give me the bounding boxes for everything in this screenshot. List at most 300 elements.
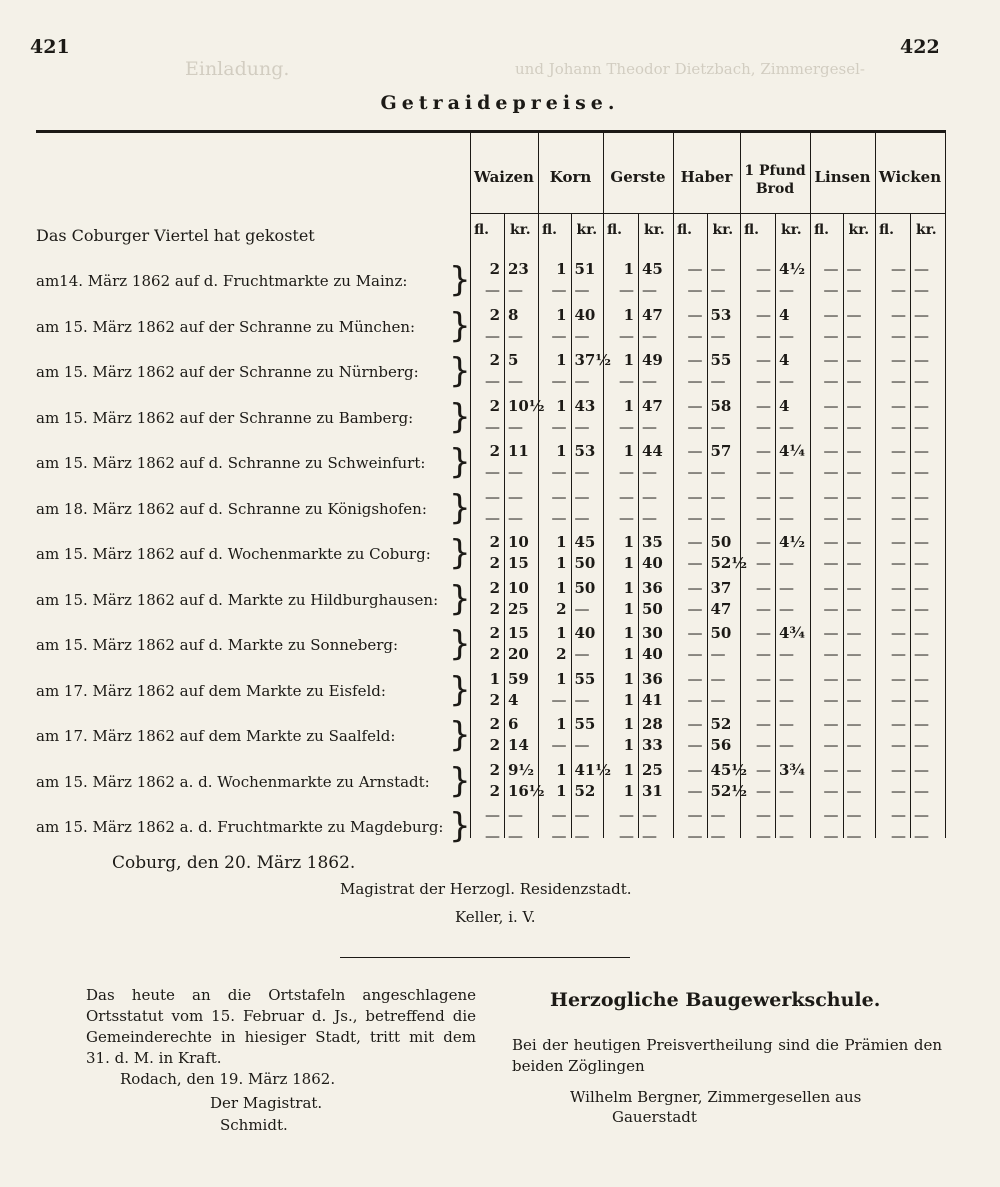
empty-cell: — [574, 599, 590, 618]
empty-cell: — [756, 760, 771, 779]
empty-cell: — [846, 690, 862, 709]
row-label: am 17. März 1862 auf dem Markte zu Eisfeld: [36, 681, 386, 700]
empty-cell: — [891, 760, 906, 779]
column-header: Linsen [814, 168, 871, 186]
price-cell: 1 [556, 554, 567, 572]
empty-cell: — [642, 487, 657, 506]
price-cell: 8 [508, 305, 519, 324]
empty-cell: — [914, 487, 929, 506]
price-cell: 10½ [508, 396, 545, 415]
empty-cell: — [891, 508, 906, 527]
price-cell: 2 [489, 533, 500, 551]
empty-cell: — [846, 599, 862, 618]
empty-cell: — [823, 715, 839, 733]
empty-cell: — [756, 690, 771, 709]
row-label: am14. März 1862 auf d. Fruchtmarkte zu Mainz: [36, 272, 408, 290]
empty-cell: — [891, 487, 906, 506]
empty-cell: — [687, 781, 703, 800]
empty-cell: — [619, 827, 634, 845]
empty-cell: — [823, 781, 839, 800]
empty-cell: — [710, 487, 726, 506]
empty-cell: — [823, 645, 839, 663]
empty-cell: — [846, 260, 862, 278]
empty-cell: — [823, 396, 839, 415]
bleed-through-line: und Johann Theodor Dietzbach, Zimmergesel- [515, 60, 865, 78]
empty-cell: — [846, 508, 862, 527]
empty-cell: — [846, 781, 862, 800]
empty-cell: — [551, 690, 567, 709]
price-cell: 14 [508, 736, 529, 754]
price-cell: 49 [642, 351, 663, 369]
empty-cell: — [823, 578, 839, 597]
price-cell: 52 [710, 715, 732, 733]
empty-cell: — [846, 487, 862, 506]
empty-cell: — [687, 281, 703, 299]
empty-cell: — [642, 281, 657, 299]
empty-cell: — [619, 417, 634, 436]
price-cell: 55 [710, 351, 732, 369]
price-cell: 1 [623, 690, 634, 709]
unit-kr: kr. [916, 222, 937, 238]
empty-cell: — [756, 442, 771, 460]
footer-signature: Keller, i. V. [455, 908, 536, 926]
price-cell: 2 [489, 260, 500, 278]
empty-cell: — [710, 806, 726, 824]
empty-cell: — [485, 326, 500, 345]
empty-cell: — [756, 669, 771, 688]
price-cell: 31 [642, 781, 663, 800]
empty-cell: — [551, 463, 567, 481]
empty-cell: — [779, 669, 794, 688]
empty-cell: — [710, 463, 726, 481]
column-header: Wicken [878, 168, 942, 186]
empty-cell: — [891, 417, 906, 436]
column-header: Waizen [474, 168, 534, 186]
price-cell: 40 [574, 624, 596, 642]
empty-cell: — [823, 736, 839, 754]
empty-cell: — [891, 827, 906, 845]
price-cell: 1 [623, 442, 634, 460]
price-cell: 2 [489, 578, 500, 597]
empty-cell: — [710, 645, 726, 663]
price-cell: 2 [489, 715, 500, 733]
price-cell: 1 [623, 396, 634, 415]
price-cell: 2 [489, 396, 500, 415]
empty-cell: — [551, 827, 567, 845]
empty-cell: — [891, 599, 906, 618]
unit-kr: kr. [510, 222, 531, 238]
empty-cell: — [779, 781, 794, 800]
empty-cell: — [485, 372, 500, 390]
row-label: am 17. März 1862 auf dem Markte zu Saalfeld: [36, 727, 396, 745]
empty-cell: — [687, 508, 703, 527]
right-notice-text: Bei der heutigen Preisvertheilung sind die Prämien den beiden Zöglingen [512, 1036, 942, 1075]
empty-cell: — [756, 599, 771, 618]
price-cell: 52½ [710, 781, 748, 800]
price-cell: 45½ [710, 760, 748, 779]
empty-cell: — [642, 326, 657, 345]
price-cell: 1 [623, 645, 634, 663]
empty-cell: — [779, 281, 794, 299]
price-cell: 50 [642, 599, 663, 618]
row-brace: } [449, 442, 471, 482]
empty-cell: — [823, 351, 839, 369]
empty-cell: — [687, 715, 703, 733]
empty-cell: — [914, 260, 929, 278]
empty-cell: — [687, 669, 703, 688]
empty-cell: — [710, 372, 726, 390]
price-cell: 1 [556, 533, 567, 551]
empty-cell: — [642, 372, 657, 390]
price-cell: 4¾ [779, 624, 806, 642]
price-cell: 1 [556, 781, 567, 800]
row-label: am 15. März 1862 auf der Schranne zu München: [36, 317, 416, 336]
empty-cell: — [779, 487, 794, 506]
empty-cell: — [846, 417, 862, 436]
bleed-through-heading: Einladung. [185, 58, 290, 80]
empty-cell: — [914, 669, 929, 688]
empty-cell: — [823, 760, 839, 779]
subcolumn-rule [910, 213, 911, 838]
empty-cell: — [756, 417, 771, 436]
empty-cell: — [687, 487, 703, 506]
empty-cell: — [846, 396, 862, 415]
price-cell: 11 [508, 442, 529, 460]
subcolumn-rule [707, 213, 708, 838]
empty-cell: — [687, 690, 703, 709]
empty-cell: — [710, 508, 726, 527]
empty-cell: — [642, 463, 657, 481]
row-brace: } [449, 351, 471, 391]
empty-cell: — [779, 715, 794, 733]
price-cell: 4 [779, 351, 790, 369]
right-notice-name: Wilhelm Bergner, Zimmergesellen aus [570, 1088, 862, 1106]
price-cell: 2 [489, 690, 500, 709]
empty-cell: — [914, 781, 929, 800]
empty-cell: — [687, 396, 703, 415]
empty-cell: — [642, 508, 657, 527]
empty-cell: — [846, 736, 862, 754]
price-cell: 9½ [508, 760, 535, 779]
empty-cell: — [891, 578, 906, 597]
empty-cell: — [551, 326, 567, 345]
empty-cell: — [846, 624, 862, 642]
price-cell: 1 [556, 760, 567, 779]
price-cell: 16½ [508, 781, 545, 800]
price-cell: 1 [556, 351, 567, 369]
empty-cell: — [710, 669, 726, 688]
empty-cell: — [687, 442, 703, 460]
empty-cell: — [485, 827, 500, 845]
price-cell: 40 [642, 645, 663, 663]
empty-cell: — [891, 624, 906, 642]
empty-cell: — [710, 690, 726, 709]
empty-cell: — [710, 417, 726, 436]
price-cell: 4½ [779, 260, 806, 278]
price-cell: 44 [642, 442, 663, 460]
empty-cell: — [687, 645, 703, 663]
empty-cell: — [574, 690, 590, 709]
right-notice-heading: Herzogliche Baugewerkschule. [550, 989, 881, 1011]
empty-cell: — [756, 508, 771, 527]
row-label: am 15. März 1862 auf d. Markte zu Sonneberg: [36, 636, 399, 654]
row-brace: } [449, 305, 471, 346]
empty-cell: — [485, 487, 500, 506]
empty-cell: — [891, 736, 906, 754]
empty-cell: — [846, 645, 862, 663]
price-cell: 1 [623, 533, 634, 551]
price-cell: 1 [556, 669, 567, 688]
price-cell: 2 [489, 305, 500, 324]
empty-cell: — [574, 645, 590, 663]
empty-cell: — [914, 690, 929, 709]
empty-cell: — [891, 442, 906, 460]
price-cell: 41½ [574, 760, 612, 779]
empty-cell: — [823, 554, 839, 572]
empty-cell: — [756, 806, 771, 824]
empty-cell: — [551, 372, 567, 390]
empty-cell: — [891, 645, 906, 663]
empty-cell: — [756, 624, 771, 642]
price-cell: 50 [574, 578, 596, 597]
price-cell: 25 [642, 760, 663, 779]
price-cell: 50 [710, 533, 732, 551]
empty-cell: — [823, 260, 839, 278]
row-label: am 15. März 1862 auf der Schranne zu Bamberg: [36, 408, 414, 427]
empty-cell: — [756, 645, 771, 663]
empty-cell: — [914, 760, 929, 779]
empty-cell: — [823, 508, 839, 527]
empty-cell: — [508, 487, 523, 506]
empty-cell: — [756, 260, 771, 278]
price-cell: 15 [508, 554, 529, 572]
empty-cell: — [508, 372, 523, 390]
row-brace: } [449, 260, 471, 300]
empty-cell: — [551, 736, 567, 754]
page-number-left: 421 [30, 36, 70, 58]
empty-cell: — [574, 827, 590, 845]
empty-cell: — [914, 827, 929, 845]
price-cell: 5 [508, 351, 519, 369]
empty-cell: — [642, 827, 657, 845]
subcolumn-rule [843, 213, 844, 838]
empty-cell: — [914, 578, 929, 597]
empty-cell: — [823, 442, 839, 460]
empty-cell: — [710, 827, 726, 845]
empty-cell: — [687, 736, 703, 754]
row-label: am 15. März 1862 auf d. Markte zu Hildburghausen: [36, 590, 439, 609]
column-header: Haber [680, 168, 733, 186]
empty-cell: — [756, 305, 771, 324]
empty-cell: — [756, 736, 771, 754]
price-cell: 1 [556, 260, 567, 278]
empty-cell: — [846, 827, 862, 845]
empty-cell: — [914, 372, 929, 390]
footer-place-date: Coburg, den 20. März 1862. [112, 853, 356, 873]
right-notice-place: Gauerstadt [612, 1108, 697, 1126]
price-cell: 37 [710, 578, 732, 597]
price-cell: 1 [556, 624, 567, 642]
empty-cell: — [574, 463, 590, 481]
empty-cell: — [687, 260, 703, 278]
price-cell: 1 [623, 351, 634, 369]
empty-cell: — [756, 827, 771, 845]
price-cell: 1 [623, 760, 634, 779]
price-cell: 40 [642, 554, 663, 572]
empty-cell: — [891, 305, 906, 324]
empty-cell: — [914, 326, 929, 345]
empty-cell: — [846, 760, 862, 779]
price-cell: 2 [489, 624, 500, 642]
price-cell: 23 [508, 260, 529, 278]
empty-cell: — [823, 533, 839, 551]
price-cell: 1 [556, 715, 567, 733]
left-notice-text: Das heute an die Ortstafeln angeschlagene Ortsstatut vom 15. Februar d. Js., betreffend die Gemeinderechte in hiesiger Stadt, tritt mit dem 31. d. M. in Kraft. [86, 986, 476, 1067]
empty-cell: — [687, 554, 703, 572]
empty-cell: — [710, 326, 726, 345]
subcolumn-rule [504, 213, 505, 838]
empty-cell: — [891, 781, 906, 800]
price-cell: 10 [508, 533, 529, 551]
empty-cell: — [551, 806, 567, 824]
unit-kr: kr. [781, 222, 802, 238]
unit-fl: fl. [474, 222, 490, 238]
price-cell: 55 [574, 715, 596, 733]
empty-cell: — [687, 351, 703, 369]
empty-cell: — [891, 260, 906, 278]
empty-cell: — [687, 372, 703, 390]
price-cell: 33 [642, 736, 663, 754]
empty-cell: — [846, 578, 862, 597]
row-brace: } [449, 760, 471, 801]
empty-cell: — [779, 417, 794, 436]
price-cell: 50 [710, 624, 732, 642]
empty-cell: — [756, 372, 771, 390]
price-cell: 59 [508, 669, 529, 688]
unit-fl: fl. [607, 222, 623, 238]
empty-cell: — [687, 326, 703, 345]
empty-cell: — [619, 463, 634, 481]
empty-cell: — [891, 281, 906, 299]
empty-cell: — [574, 281, 590, 299]
price-cell: 1 [623, 781, 634, 800]
empty-cell: — [779, 599, 794, 618]
row-label: am 15. März 1862 a. d. Fruchtmarkte zu Magdeburg: [36, 818, 444, 836]
price-cell: 30 [642, 624, 663, 642]
empty-cell: — [779, 326, 794, 345]
empty-cell: — [619, 508, 634, 527]
empty-cell: — [846, 463, 862, 481]
price-cell: 1 [623, 260, 634, 278]
empty-cell: — [823, 372, 839, 390]
empty-cell: — [846, 554, 862, 572]
empty-cell: — [823, 487, 839, 506]
column-rule [810, 132, 811, 838]
empty-cell: — [619, 326, 634, 345]
empty-cell: — [779, 508, 794, 527]
row-brace: } [449, 396, 471, 437]
row-label: am 15. März 1862 auf d. Schranne zu Schweinfurt: [36, 454, 426, 472]
price-cell: 1 [623, 554, 634, 572]
column-rule [740, 132, 741, 838]
empty-cell: — [779, 827, 794, 845]
price-cell: 1 [623, 624, 634, 642]
empty-cell: — [914, 599, 929, 618]
left-notice-place-date: Rodach, den 19. März 1862. [120, 1070, 336, 1088]
empty-cell: — [779, 806, 794, 824]
price-cell: 2 [489, 736, 500, 754]
empty-cell: — [687, 624, 703, 642]
price-cell: 1 [623, 599, 634, 618]
empty-cell: — [619, 806, 634, 824]
price-cell: 1 [556, 442, 567, 460]
empty-cell: — [551, 417, 567, 436]
empty-cell: — [914, 533, 929, 551]
empty-cell: — [823, 806, 839, 824]
price-cell: 20 [508, 645, 529, 663]
empty-cell: — [891, 669, 906, 688]
empty-cell: — [846, 442, 862, 460]
empty-cell: — [891, 396, 906, 415]
empty-cell: — [846, 305, 862, 324]
empty-cell: — [508, 827, 523, 845]
empty-cell: — [756, 281, 771, 299]
left-notice-name: Schmidt. [220, 1116, 288, 1134]
price-cell: 55 [574, 669, 596, 688]
price-cell: 37½ [574, 351, 612, 369]
price-cell: 56 [710, 736, 732, 754]
empty-cell: — [687, 760, 703, 779]
empty-cell: — [574, 417, 590, 436]
left-notice-authority: Der Magistrat. [210, 1094, 323, 1112]
empty-cell: — [551, 487, 567, 506]
empty-cell: — [823, 417, 839, 436]
empty-cell: — [687, 533, 703, 551]
empty-cell: — [485, 806, 500, 824]
empty-cell: — [891, 554, 906, 572]
empty-cell: — [687, 463, 703, 481]
empty-cell: — [619, 487, 634, 506]
unit-fl: fl. [744, 222, 760, 238]
empty-cell: — [914, 281, 929, 299]
price-cell: 1 [489, 669, 500, 688]
unit-kr: kr. [576, 222, 598, 238]
empty-cell: — [756, 463, 771, 481]
empty-cell: — [756, 715, 771, 733]
price-cell: 4½ [779, 533, 806, 551]
empty-cell: — [823, 690, 839, 709]
empty-cell: — [551, 508, 567, 527]
empty-cell: — [508, 326, 523, 345]
empty-cell: — [687, 578, 703, 597]
price-cell: 57 [710, 442, 732, 460]
price-cell: 51 [574, 260, 596, 278]
empty-cell: — [756, 326, 771, 345]
empty-cell: — [756, 396, 771, 415]
empty-cell: — [485, 417, 500, 436]
column-header: 1 Pfund Brod [744, 163, 806, 197]
empty-cell: — [914, 645, 929, 663]
price-cell: 58 [710, 396, 732, 415]
header-rule [470, 213, 945, 214]
empty-cell: — [846, 533, 862, 551]
empty-cell: — [846, 669, 862, 688]
empty-cell: — [756, 351, 771, 369]
empty-cell: — [574, 806, 590, 824]
empty-cell: — [687, 417, 703, 436]
empty-cell: — [891, 715, 906, 733]
empty-cell: — [756, 578, 771, 597]
